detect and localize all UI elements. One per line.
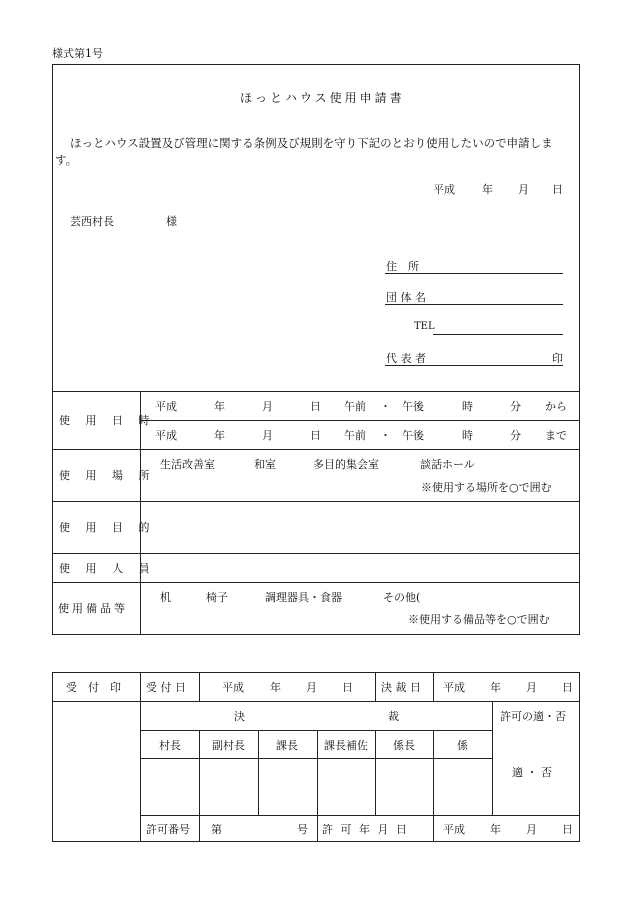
permit-date-day: 日 bbox=[562, 823, 573, 836]
address-line bbox=[385, 273, 563, 274]
form-number: 様式第1号 bbox=[52, 47, 103, 60]
decision-date-label: 決 裁 日 bbox=[381, 681, 421, 694]
group-name-label: 団 体 名 bbox=[386, 291, 426, 304]
usage-place-label: 使 用 場 所 bbox=[59, 469, 156, 482]
place-note: ※使用する場所を○で囲む bbox=[421, 481, 552, 494]
to-month: 月 bbox=[262, 429, 273, 442]
row-divider-people bbox=[52, 553, 580, 554]
approval-header-left: 決 bbox=[234, 710, 245, 723]
to-pm: 午後 bbox=[402, 429, 424, 442]
approver-section-chief: 課長 bbox=[276, 739, 298, 752]
decision-date-era: 平成 bbox=[443, 681, 465, 694]
office-col-divider-decision-date bbox=[433, 672, 434, 701]
usage-people-label: 使 用 人 員 bbox=[59, 562, 156, 575]
intro-text-line1: ほっとハウス設置及び管理に関する条例及び規則を守り下記のとおり使用したいので申請しま bbox=[70, 136, 553, 150]
reception-date-year: 年 bbox=[270, 681, 281, 694]
office-row-divider-2 bbox=[140, 730, 492, 731]
office-row-divider-4 bbox=[140, 815, 580, 816]
to-separator: ・ bbox=[380, 429, 391, 442]
reception-date-month: 月 bbox=[306, 681, 317, 694]
decision-date-month: 月 bbox=[526, 681, 537, 694]
office-row-divider-3 bbox=[140, 758, 492, 759]
row-divider-place bbox=[52, 449, 580, 450]
representative-line bbox=[385, 365, 563, 366]
office-col-divider-c bbox=[317, 730, 318, 842]
to-minute: 分 bbox=[510, 429, 521, 442]
to-suffix: まで bbox=[545, 429, 567, 442]
from-am: 午前 bbox=[344, 400, 366, 413]
permit-date-era: 平成 bbox=[443, 823, 465, 836]
tel-label: TEL bbox=[414, 321, 435, 332]
office-col-divider-reception-date bbox=[199, 672, 200, 701]
from-separator: ・ bbox=[380, 400, 391, 413]
office-col-divider-a bbox=[199, 730, 200, 842]
row-divider-top bbox=[52, 391, 580, 392]
to-hour: 時 bbox=[462, 429, 473, 442]
approver-mayor: 村長 bbox=[159, 739, 181, 752]
approver-assistant-chief: 課長補佐 bbox=[324, 739, 368, 752]
to-era: 平成 bbox=[155, 429, 177, 442]
office-col-divider-decision-label bbox=[375, 672, 376, 701]
office-col-divider-e bbox=[433, 730, 434, 842]
row-divider-equipment bbox=[52, 582, 580, 583]
to-year: 年 bbox=[214, 429, 225, 442]
decision-date-day: 日 bbox=[562, 681, 573, 694]
from-era: 平成 bbox=[155, 400, 177, 413]
decision-date-year: 年 bbox=[490, 681, 501, 694]
usage-equipment-label: 使用備品等 bbox=[58, 602, 128, 615]
equipment-option-chair: 椅子 bbox=[206, 591, 228, 604]
equipment-option-cookware: 調理器具・食器 bbox=[265, 591, 342, 604]
permit-date-month: 月 bbox=[526, 823, 537, 836]
place-option-japanese-room: 和室 bbox=[254, 458, 276, 471]
office-row-divider-1 bbox=[52, 701, 580, 702]
permit-number-label: 許可番号 bbox=[146, 823, 190, 836]
from-hour: 時 bbox=[462, 400, 473, 413]
approver-subsection-chief: 係長 bbox=[393, 739, 415, 752]
from-minute: 分 bbox=[510, 400, 521, 413]
to-day: 日 bbox=[310, 429, 321, 442]
row-divider-datetime-inner bbox=[140, 420, 580, 421]
date-day: 日 bbox=[552, 183, 563, 196]
from-day: 日 bbox=[310, 400, 321, 413]
reception-date-label: 受 付 日 bbox=[146, 681, 186, 694]
intro-text-line2: す。 bbox=[55, 153, 78, 167]
office-col-divider-permit bbox=[492, 701, 493, 815]
tel-line bbox=[433, 334, 563, 335]
usage-purpose-label: 使 用 目 的 bbox=[59, 521, 156, 534]
from-year: 年 bbox=[214, 400, 225, 413]
permit-date-label: 許 可 年 月 日 bbox=[322, 823, 409, 836]
office-use-frame bbox=[52, 672, 580, 842]
seal-mark: 印 bbox=[552, 352, 563, 365]
equipment-option-other: その他( bbox=[383, 591, 421, 604]
from-pm: 午後 bbox=[402, 400, 424, 413]
office-col-divider-d bbox=[375, 730, 376, 815]
label-column-divider bbox=[140, 391, 141, 635]
equipment-note: ※使用する備品等を○で囲む bbox=[408, 613, 550, 626]
permit-number-suffix: 号 bbox=[297, 823, 308, 836]
form-title: ほっとハウス使用申請書 bbox=[240, 91, 405, 105]
to-am: 午前 bbox=[344, 429, 366, 442]
permit-ok-header: 許可の適・否 bbox=[500, 710, 566, 723]
date-month: 月 bbox=[518, 183, 529, 196]
approver-staff: 係 bbox=[457, 739, 468, 752]
row-divider-purpose bbox=[52, 501, 580, 502]
place-option-improvement-room: 生活改善室 bbox=[160, 458, 215, 471]
reception-date-era: 平成 bbox=[222, 681, 244, 694]
office-col-divider-label bbox=[140, 672, 141, 842]
address-label: 住 所 bbox=[386, 260, 419, 273]
reception-date-day: 日 bbox=[342, 681, 353, 694]
date-era: 平成 bbox=[433, 183, 455, 196]
permit-result: 適 ・ 否 bbox=[512, 766, 552, 779]
addressee-honorific: 様 bbox=[166, 215, 177, 228]
approval-header-right: 裁 bbox=[388, 710, 399, 723]
from-suffix: から bbox=[545, 400, 567, 413]
usage-datetime-label: 使 用 日 時 bbox=[59, 414, 156, 427]
from-month: 月 bbox=[262, 400, 273, 413]
representative-label: 代 表 者 bbox=[386, 352, 426, 365]
approver-deputy-mayor: 副村長 bbox=[212, 739, 245, 752]
equipment-option-desk: 机 bbox=[160, 591, 171, 604]
permit-date-year: 年 bbox=[490, 823, 501, 836]
reception-seal-label: 受 付 印 bbox=[66, 681, 121, 694]
date-year: 年 bbox=[482, 183, 493, 196]
addressee-name: 芸西村長 bbox=[70, 215, 114, 228]
place-option-multipurpose-hall: 多目的集会室 bbox=[313, 458, 379, 471]
group-name-line bbox=[385, 304, 563, 305]
permit-number-prefix: 第 bbox=[211, 823, 222, 836]
place-option-lounge-hall: 談話ホール bbox=[420, 458, 475, 471]
office-col-divider-b bbox=[258, 730, 259, 815]
